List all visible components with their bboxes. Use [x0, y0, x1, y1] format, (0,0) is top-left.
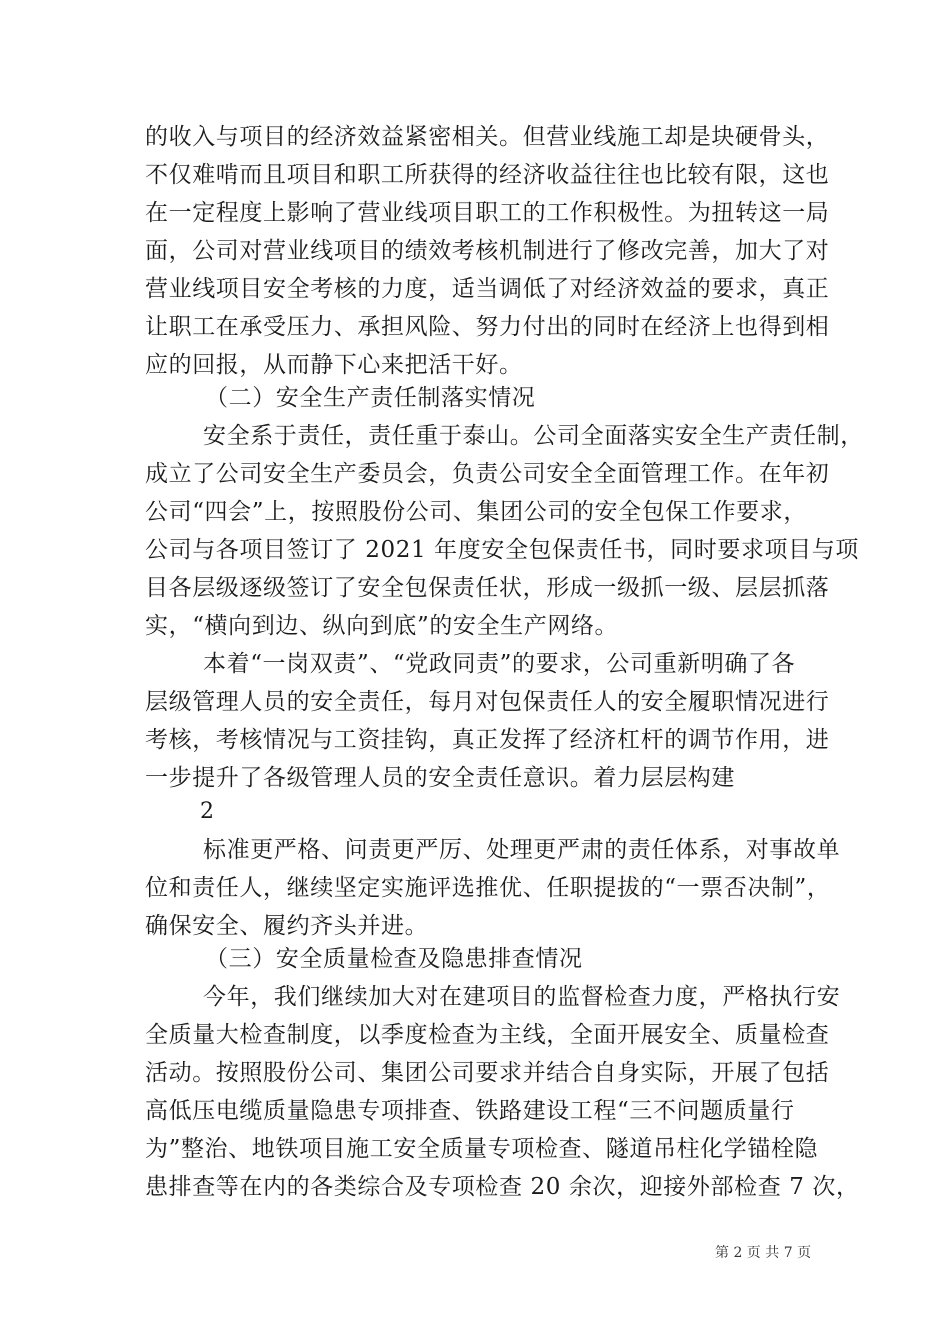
body-text-line: 公司“四会”上，按照股份公司、集团公司的安全包保工作要求， [145, 499, 807, 525]
body-text-line: 活动。按照股份公司、集团公司要求并结合自身实际，开展了包括 [145, 1060, 830, 1086]
paragraph-first-line: 安全系于责任，责任重于泰山。公司全面落实安全生产责任制， [203, 423, 864, 449]
body-text-line: 为”整治、地铁项目施工安全质量专项检查、隧道吊柱化学锚栓隐 [145, 1136, 819, 1162]
body-text-line: 实，“横向到边、纵向到底”的安全生产网络。 [145, 613, 619, 639]
body-text-line: 层级管理人员的安全责任，每月对包保责任人的安全履职情况进行 [145, 689, 830, 715]
body-text-line: 公司与各项目签订了 2021 年度安全包保责任书，同时要求项目与项 [145, 537, 859, 563]
paragraph-first-line: 今年，我们继续加大对在建项目的监督检查力度，严格执行安 [203, 984, 841, 1010]
body-text-line: 让职工在承受压力、承担风险、努力付出的同时在经济上也得到相 [145, 314, 830, 340]
body-text-line: 的收入与项目的经济效益紧密相关。但营业线施工却是块硬骨头， [145, 124, 830, 150]
body-text-line: 全质量大检查制度，以季度检查为主线，全面开展安全、质量检查 [145, 1022, 830, 1048]
body-text-line: 应的回报，从而静下心来把活干好。 [145, 352, 523, 378]
section-heading-2: （二）安全生产责任制落实情况 [205, 385, 536, 411]
body-text-line: 营业线项目安全考核的力度，适当调低了对经济效益的要求，真正 [145, 276, 830, 302]
body-text-line: 高低压电缆质量隐患专项排查、铁路建设工程“三不问题质量行 [145, 1098, 795, 1124]
paragraph-first-line: 本着“一岗双责”、“党政同责”的要求，公司重新明确了各 [203, 651, 796, 677]
body-text-line: 确保安全、履约齐头并进。 [145, 913, 429, 939]
body-text-line: 一步提升了各级管理人员的安全责任意识。着力层层构建 [145, 765, 735, 791]
body-text-line: 在一定程度上影响了营业线项目职工的工作积极性。为扭转这一局 [145, 200, 830, 226]
inline-page-number: 2 [200, 799, 214, 824]
body-text-line: 患排查等在内的各类综合及专项检查 20 余次，迎接外部检查 7 次， [145, 1174, 860, 1200]
body-text-line: 考核，考核情况与工资挂钩，真正发挥了经济杠杆的调节作用，进 [145, 727, 830, 753]
body-text-line: 成立了公司安全生产委员会，负责公司安全全面管理工作。在年初 [145, 461, 830, 487]
body-text-line: 位和责任人，继续坚定实施评选推优、任职提拔的“一票否决制”， [145, 875, 831, 901]
body-text-line: 目各层级逐级签订了安全包保责任状，形成一级抓一级、层层抓落 [145, 575, 830, 601]
body-text-line: 不仅难啃而且项目和职工所获得的经济收益往往也比较有限，这也 [145, 162, 830, 188]
body-text-line: 面，公司对营业线项目的绩效考核机制进行了修改完善，加大了对 [145, 238, 830, 264]
section-heading-3: （三）安全质量检查及隐患排查情况 [205, 946, 583, 972]
paragraph-first-line: 标准更严格、问责更严厉、处理更严肃的责任体系，对事故单 [203, 837, 841, 863]
page-footer: 第 2 页 共 7 页 [715, 1245, 812, 1261]
